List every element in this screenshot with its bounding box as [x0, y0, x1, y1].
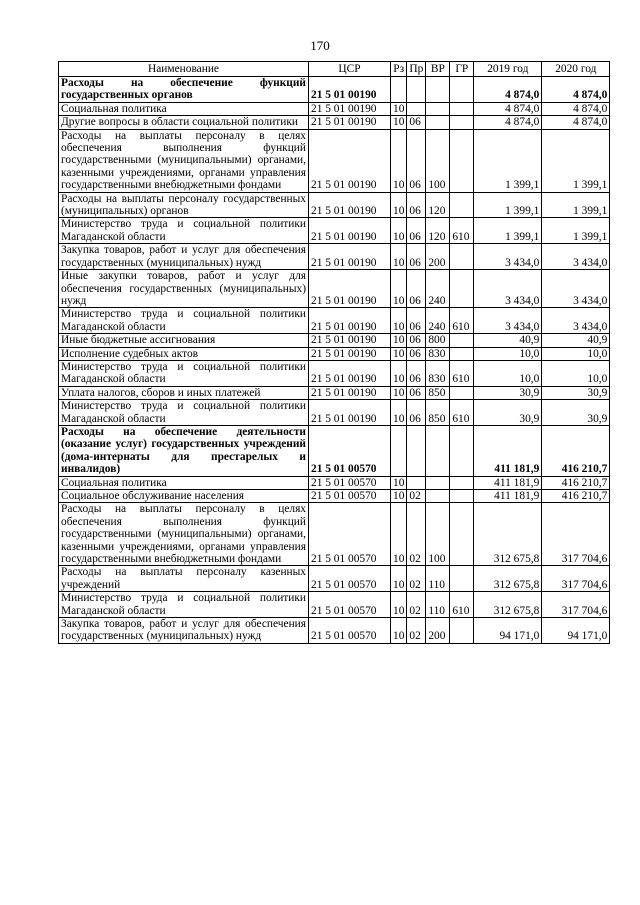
- row-gr: [450, 386, 474, 399]
- table-row: [59, 347, 610, 360]
- row-vr: 120: [426, 218, 450, 244]
- row-gr: 610: [450, 218, 474, 244]
- row-vr: 240: [426, 308, 450, 334]
- row-vr: 100: [426, 503, 450, 566]
- row-rz: 10: [391, 129, 407, 192]
- row-rz: 10: [391, 334, 407, 347]
- row-gr: 610: [450, 308, 474, 334]
- table-row: [59, 476, 610, 489]
- row-amount-2019: 94 171,0: [474, 618, 542, 644]
- row-vr: [426, 102, 450, 115]
- table-row: [59, 566, 610, 592]
- table-row: [59, 400, 610, 426]
- row-amount-2019: 312 675,8: [474, 592, 542, 618]
- header-vr: ВР: [426, 62, 450, 77]
- row-gr: [450, 503, 474, 566]
- table-row: [59, 218, 610, 244]
- table-row: [59, 116, 610, 129]
- row-gr: [450, 566, 474, 592]
- row-csr: 21 5 01 00190: [309, 102, 391, 115]
- table-row: [59, 334, 610, 347]
- row-name: Исполнение судебных актов: [59, 347, 309, 360]
- row-amount-2019: 10,0: [474, 360, 542, 386]
- row-name: Министерство труда и социальной политики Магаданской области: [59, 400, 309, 426]
- row-vr: 100: [426, 129, 450, 192]
- row-amount-2020: 4 874,0: [542, 116, 610, 129]
- row-vr: 850: [426, 386, 450, 399]
- row-csr: 21 5 01 00570: [309, 566, 391, 592]
- row-pr: 06: [407, 192, 426, 218]
- row-vr: 830: [426, 360, 450, 386]
- row-amount-2020: 40,9: [542, 334, 610, 347]
- row-csr: 21 5 01 00570: [309, 490, 391, 503]
- row-pr: 02: [407, 592, 426, 618]
- row-amount-2019: 4 874,0: [474, 116, 542, 129]
- row-pr: 06: [407, 270, 426, 308]
- row-gr: [450, 270, 474, 308]
- row-csr: 21 5 01 00190: [309, 400, 391, 426]
- page-number: 170: [310, 38, 330, 53]
- row-amount-2020: 4 874,0: [542, 77, 610, 103]
- row-csr: 21 5 01 00190: [309, 192, 391, 218]
- row-amount-2020: 3 434,0: [542, 270, 610, 308]
- row-rz: 10: [391, 244, 407, 270]
- table-row: [59, 425, 610, 476]
- row-name: Социальная политика: [59, 476, 309, 489]
- row-pr: 06: [407, 129, 426, 192]
- row-amount-2019: 10,0: [474, 347, 542, 360]
- row-amount-2019: 3 434,0: [474, 244, 542, 270]
- header-csr: ЦСР: [309, 62, 391, 77]
- row-amount-2019: 4 874,0: [474, 77, 542, 103]
- header-gr: ГР: [450, 62, 474, 77]
- row-rz: 10: [391, 347, 407, 360]
- row-amount-2020: 416 210,7: [542, 476, 610, 489]
- row-vr: 110: [426, 566, 450, 592]
- row-amount-2020: 3 434,0: [542, 308, 610, 334]
- row-pr: 02: [407, 490, 426, 503]
- row-pr: 06: [407, 360, 426, 386]
- row-csr: 21 5 01 00190: [309, 360, 391, 386]
- row-amount-2019: 312 675,8: [474, 503, 542, 566]
- row-amount-2020: 30,9: [542, 400, 610, 426]
- row-name: Министерство труда и социальной политики Магаданской области: [59, 308, 309, 334]
- table-row: [59, 270, 610, 308]
- row-amount-2020: 317 704,6: [542, 592, 610, 618]
- row-name: Иные закупки товаров, работ и услуг для обеспечения государственных (муниципальных) нужд: [59, 270, 309, 308]
- row-amount-2019: 411 181,9: [474, 476, 542, 489]
- row-pr: 06: [407, 116, 426, 129]
- row-pr: 02: [407, 618, 426, 644]
- header-rz: Рз: [391, 62, 407, 77]
- row-amount-2019: 1 399,1: [474, 129, 542, 192]
- row-pr: [407, 425, 426, 476]
- row-pr: 02: [407, 566, 426, 592]
- header-2019: 2019 год: [474, 62, 542, 77]
- row-gr: [450, 334, 474, 347]
- row-amount-2020: 4 874,0: [542, 102, 610, 115]
- row-name: Социальная политика: [59, 102, 309, 115]
- table-row: [59, 490, 610, 503]
- row-name: Закупка товаров, работ и услуг для обеспечения государственных (муниципальных) нужд: [59, 244, 309, 270]
- header-2020: 2020 год: [542, 62, 610, 77]
- row-gr: [450, 77, 474, 103]
- table-row: [59, 102, 610, 115]
- row-gr: 610: [450, 360, 474, 386]
- row-gr: [450, 476, 474, 489]
- row-csr: 21 5 01 00190: [309, 347, 391, 360]
- row-rz: 10: [391, 503, 407, 566]
- row-rz: 10: [391, 618, 407, 644]
- row-amount-2020: 3 434,0: [542, 244, 610, 270]
- table-row: [59, 77, 610, 103]
- header-name: Наименование: [59, 62, 309, 77]
- row-name: Министерство труда и социальной политики Магаданской области: [59, 360, 309, 386]
- row-name: Иные бюджетные ассигнования: [59, 334, 309, 347]
- row-pr: [407, 102, 426, 115]
- budget-table: [58, 61, 610, 644]
- row-name: Министерство труда и социальной политики Магаданской области: [59, 592, 309, 618]
- row-vr: [426, 490, 450, 503]
- row-pr: 06: [407, 347, 426, 360]
- row-csr: 21 5 01 00190: [309, 270, 391, 308]
- row-rz: 10: [391, 400, 407, 426]
- table-row: [59, 192, 610, 218]
- row-rz: 10: [391, 270, 407, 308]
- row-csr: 21 5 01 00190: [309, 334, 391, 347]
- row-rz: 10: [391, 476, 407, 489]
- row-csr: 21 5 01 00190: [309, 116, 391, 129]
- row-gr: [450, 129, 474, 192]
- row-csr: 21 5 01 00570: [309, 503, 391, 566]
- row-pr: 06: [407, 218, 426, 244]
- row-pr: [407, 476, 426, 489]
- row-gr: [450, 116, 474, 129]
- row-gr: 610: [450, 400, 474, 426]
- row-csr: 21 5 01 00570: [309, 476, 391, 489]
- table-row: [59, 503, 610, 566]
- table-row: [59, 618, 610, 644]
- row-amount-2019: 411 181,9: [474, 490, 542, 503]
- row-vr: 200: [426, 244, 450, 270]
- row-gr: [450, 347, 474, 360]
- row-pr: 06: [407, 400, 426, 426]
- row-name: Расходы на выплаты персоналу государственных (муниципальных) органов: [59, 192, 309, 218]
- row-gr: [450, 618, 474, 644]
- row-rz: 10: [391, 490, 407, 503]
- row-rz: 10: [391, 218, 407, 244]
- row-amount-2019: 3 434,0: [474, 270, 542, 308]
- row-vr: 120: [426, 192, 450, 218]
- row-vr: 110: [426, 592, 450, 618]
- row-rz: 10: [391, 592, 407, 618]
- row-rz: 10: [391, 566, 407, 592]
- row-pr: 06: [407, 386, 426, 399]
- row-amount-2020: 1 399,1: [542, 218, 610, 244]
- row-pr: 06: [407, 244, 426, 270]
- row-rz: [391, 77, 407, 103]
- table-row: [59, 386, 610, 399]
- row-name: Уплата налогов, сборов и иных платежей: [59, 386, 309, 399]
- row-vr: [426, 476, 450, 489]
- table-row: [59, 129, 610, 192]
- table-row: [59, 244, 610, 270]
- row-amount-2019: 40,9: [474, 334, 542, 347]
- row-csr: 21 5 01 00570: [309, 425, 391, 476]
- row-pr: [407, 77, 426, 103]
- row-vr: 850: [426, 400, 450, 426]
- row-name: Социальное обслуживание населения: [59, 490, 309, 503]
- row-csr: 21 5 01 00190: [309, 129, 391, 192]
- row-rz: 10: [391, 386, 407, 399]
- row-amount-2019: 1 399,1: [474, 218, 542, 244]
- row-name: Расходы на выплаты персоналу казенных учреждений: [59, 566, 309, 592]
- row-amount-2020: 94 171,0: [542, 618, 610, 644]
- row-rz: 10: [391, 360, 407, 386]
- row-vr: 800: [426, 334, 450, 347]
- row-name: Расходы на обеспечение деятельности (оказание услуг) государственных учреждений (дома-интернаты для престарелых и инвалидов): [59, 425, 309, 476]
- row-gr: [450, 244, 474, 270]
- row-gr: [450, 192, 474, 218]
- row-pr: 02: [407, 503, 426, 566]
- row-name: Расходы на выплаты персоналу в целях обеспечения выполнения функций государственными (муниципальными) органами, казенными учреждениями, органами управления государственными внебюджетными фондами: [59, 503, 309, 566]
- row-csr: 21 5 01 00190: [309, 244, 391, 270]
- row-amount-2020: 317 704,6: [542, 503, 610, 566]
- row-csr: 21 5 01 00570: [309, 618, 391, 644]
- row-amount-2020: 30,9: [542, 386, 610, 399]
- row-vr: [426, 116, 450, 129]
- row-pr: 06: [407, 334, 426, 347]
- row-amount-2020: 416 210,7: [542, 490, 610, 503]
- row-rz: 10: [391, 308, 407, 334]
- row-vr: [426, 425, 450, 476]
- table-row: [59, 308, 610, 334]
- row-gr: [450, 425, 474, 476]
- row-amount-2020: 1 399,1: [542, 192, 610, 218]
- row-rz: 10: [391, 102, 407, 115]
- table-row: [59, 360, 610, 386]
- row-amount-2019: 30,9: [474, 386, 542, 399]
- row-pr: 06: [407, 308, 426, 334]
- row-gr: [450, 490, 474, 503]
- row-rz: 10: [391, 116, 407, 129]
- row-amount-2019: 4 874,0: [474, 102, 542, 115]
- row-name: Расходы на обеспечение функций государственных органов: [59, 77, 309, 103]
- row-gr: 610: [450, 592, 474, 618]
- row-vr: 200: [426, 618, 450, 644]
- row-gr: [450, 102, 474, 115]
- table-row: [59, 592, 610, 618]
- row-amount-2019: 30,9: [474, 400, 542, 426]
- row-csr: 21 5 01 00570: [309, 592, 391, 618]
- row-name: Министерство труда и социальной политики Магаданской области: [59, 218, 309, 244]
- row-name: Закупка товаров, работ и услуг для обеспечения государственных (муниципальных) нужд: [59, 618, 309, 644]
- row-name: Другие вопросы в области социальной политики: [59, 116, 309, 129]
- row-amount-2020: 416 210,7: [542, 425, 610, 476]
- row-amount-2019: 1 399,1: [474, 192, 542, 218]
- row-csr: 21 5 01 00190: [309, 218, 391, 244]
- row-name: Расходы на выплаты персоналу в целях обеспечения выполнения функций государственными (муниципальными) органами, казенными учреждениями, органами управления государственными внебюджетными фондами: [59, 129, 309, 192]
- row-amount-2020: 10,0: [542, 347, 610, 360]
- row-vr: 830: [426, 347, 450, 360]
- row-vr: 240: [426, 270, 450, 308]
- header-row: [59, 62, 610, 77]
- row-amount-2020: 317 704,6: [542, 566, 610, 592]
- row-csr: 21 5 01 00190: [309, 77, 391, 103]
- row-amount-2019: 312 675,8: [474, 566, 542, 592]
- row-rz: [391, 425, 407, 476]
- row-amount-2020: 10,0: [542, 360, 610, 386]
- header-pr: Пр: [407, 62, 426, 77]
- row-vr: [426, 77, 450, 103]
- row-amount-2020: 1 399,1: [542, 129, 610, 192]
- row-amount-2019: 411 181,9: [474, 425, 542, 476]
- table-body: [59, 77, 610, 644]
- row-csr: 21 5 01 00190: [309, 308, 391, 334]
- row-rz: 10: [391, 192, 407, 218]
- row-csr: 21 5 01 00190: [309, 386, 391, 399]
- row-amount-2019: 3 434,0: [474, 308, 542, 334]
